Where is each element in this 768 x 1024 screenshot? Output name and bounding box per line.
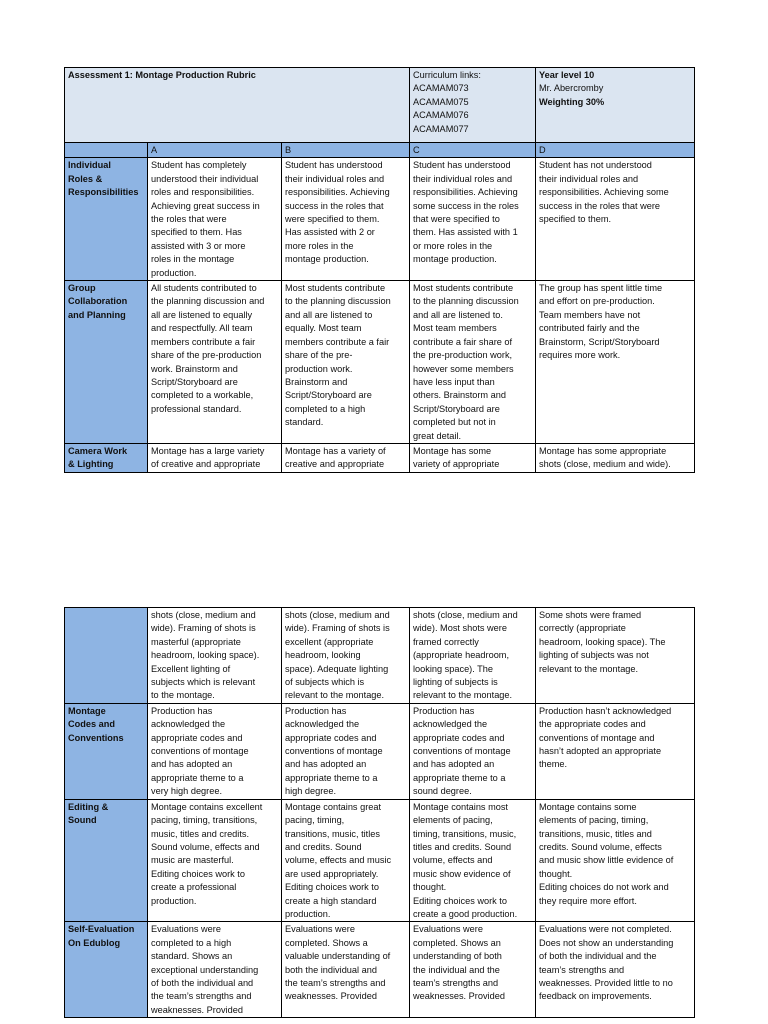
descriptor-line: members contribute a fair — [151, 336, 256, 347]
descriptor-line: appropriate theme to a — [151, 772, 244, 783]
descriptor-line: acknowledged the — [413, 719, 488, 730]
descriptor-line: understood their individual — [151, 173, 259, 184]
descriptor-line: professional standard. — [151, 403, 242, 414]
descriptor-line: standard. — [285, 417, 324, 428]
criterion-line: and Planning — [68, 309, 126, 320]
curriculum-links — [410, 68, 536, 143]
descriptor-line: the team’s strengths and — [151, 991, 252, 1002]
descriptor-line: to the planning discussion — [413, 296, 519, 307]
descriptor-line: responsibilities. Achieving — [285, 187, 390, 198]
descriptor-line: Evaluations were — [285, 924, 355, 935]
descriptor-line: headroom, looking — [285, 650, 361, 661]
descriptor-line: their individual roles and — [539, 173, 639, 184]
descriptor-line: elements of pacing, timing, — [539, 815, 649, 826]
descriptor-line: standard. Shows an — [151, 951, 233, 962]
descriptor-line: titles and credits. Sound — [413, 841, 512, 852]
descriptor-line: their individual roles and — [285, 173, 385, 184]
curriculum-code: ACAMAM073 — [413, 83, 469, 94]
descriptor-line: acknowledged the — [151, 719, 226, 730]
page2-rows — [65, 608, 695, 1018]
descriptor-line: the team’s strengths and — [285, 977, 386, 988]
descriptor-line: Montage has a variety of — [285, 445, 386, 456]
criterion-line: Collaboration — [68, 296, 128, 307]
descriptor-line: of creative and appropriate — [151, 459, 261, 470]
grade-a: A — [148, 143, 282, 158]
descriptor-line: Has assisted with 2 or — [285, 227, 375, 238]
descriptor-line: weaknesses. Provided — [413, 991, 505, 1002]
descriptor-line: the appropriate codes and — [539, 719, 646, 730]
descriptor-line: Script/Storyboard are — [285, 390, 372, 401]
descriptor-line: pacing, timing, — [285, 815, 345, 826]
descriptor-cell-b — [282, 703, 410, 799]
descriptor-line: exceptional understanding — [151, 964, 259, 975]
descriptor-line: Most team members — [413, 323, 497, 334]
rubric-row — [65, 443, 695, 472]
grade-d: D — [536, 143, 695, 158]
descriptor-line: understanding of both — [413, 951, 502, 962]
descriptor-line: shots (close, medium and wide). — [539, 459, 671, 470]
descriptor-line: high degree. — [285, 786, 337, 797]
descriptor-line: valuable understanding of — [285, 951, 391, 962]
descriptor-line: Brainstorm and — [285, 376, 348, 387]
descriptor-line: contribute a fair share of — [413, 336, 513, 347]
descriptor-line: them. Has assisted with 1 — [413, 227, 518, 238]
descriptor-line: framed correctly — [413, 636, 479, 647]
descriptor-line: and has adopted an — [285, 759, 367, 770]
descriptor-line: Montage has some — [413, 445, 492, 456]
descriptor-line: more roles in the — [285, 240, 354, 251]
descriptor-line: production. — [151, 895, 197, 906]
criterion-line: Editing & — [68, 801, 109, 812]
descriptor-line: Production has — [285, 705, 347, 716]
descriptor-line: all are listened to equally — [151, 309, 253, 320]
descriptor-line: Most students contribute — [413, 283, 514, 294]
descriptor-line: conventions of montage — [413, 746, 511, 757]
descriptor-line: relevant to the montage. — [413, 690, 513, 701]
descriptor-line: Evaluations were — [413, 924, 483, 935]
descriptor-line: Production hasn’t acknowledged — [539, 705, 672, 716]
descriptor-line: members contribute a fair — [285, 336, 390, 347]
rubric-title: Assessment 1: Montage Production Rubric — [65, 68, 410, 143]
descriptor-line: creative and appropriate — [285, 459, 385, 470]
descriptor-line: Most students contribute — [285, 283, 386, 294]
descriptor-line: weaknesses. Provided little to no — [539, 977, 673, 988]
descriptor-line: weaknesses. Provided — [285, 991, 377, 1002]
descriptor-line: subjects which is relevant — [151, 677, 256, 688]
rubric-row — [65, 158, 695, 281]
descriptor-line: success in the roles that — [285, 200, 384, 211]
descriptor-line: responsibilities. Achieving some — [539, 187, 669, 198]
descriptor-line: appropriate codes and — [285, 732, 377, 743]
curriculum-code: ACAMAM076 — [413, 110, 469, 121]
descriptor-line: Montage contains most — [413, 801, 508, 812]
descriptor-line: Team members have not — [539, 309, 641, 320]
descriptor-line: variety of appropriate — [413, 459, 500, 470]
descriptor-line: shots (close, medium and — [285, 610, 390, 620]
descriptor-line: Some shots were framed — [539, 610, 642, 620]
descriptor-line: of subjects which is — [285, 677, 365, 688]
descriptor-line: have less input than — [413, 376, 495, 387]
descriptor-cell-d — [536, 799, 695, 922]
grade-corner — [65, 143, 148, 158]
descriptor-line: are used appropriately. — [285, 868, 379, 879]
descriptor-line: credits. Sound volume, effects — [539, 841, 662, 852]
descriptor-line: headroom, looking space). The — [539, 636, 666, 647]
descriptor-cell-d — [536, 922, 695, 1018]
descriptor-line: completed. Shows an — [413, 937, 501, 948]
descriptor-line: completed to a workable, — [151, 390, 254, 401]
descriptor-line: they require more effort. — [539, 895, 637, 906]
descriptor-line: completed but not in — [413, 417, 496, 428]
descriptor-line: roles in the montage — [151, 254, 235, 265]
criterion-line: Camera Work — [68, 445, 128, 456]
descriptor-cell-a — [148, 158, 282, 281]
descriptor-line: Production has — [413, 705, 475, 716]
descriptor-line: their individual roles and — [413, 173, 513, 184]
descriptor-cell-a — [148, 608, 282, 704]
descriptor-line: Script/Storyboard are — [413, 403, 500, 414]
descriptor-line: The group has spent little time — [539, 283, 663, 294]
descriptor-line: great detail. — [413, 430, 462, 441]
descriptor-line: Student has completely — [151, 160, 247, 171]
descriptor-line: excellent (appropriate — [285, 636, 374, 647]
criterion-line: Individual — [68, 160, 111, 171]
descriptor-line: the roles that were — [151, 214, 227, 225]
descriptor-line: work. Brainstorm and — [151, 363, 238, 374]
descriptor-line: of both the individual and — [151, 977, 254, 988]
descriptor-line: Sound volume, effects and — [151, 841, 260, 852]
descriptor-line: equally. Most team — [285, 323, 362, 334]
descriptor-cell-a — [148, 922, 282, 1018]
descriptor-line: the pre-production work, — [413, 350, 513, 361]
descriptor-line: shots (close, medium and — [413, 610, 518, 620]
descriptor-line: completed to a high — [151, 937, 232, 948]
descriptor-line: conventions of montage and — [539, 732, 655, 743]
descriptor-line: music show evidence of — [413, 868, 511, 879]
descriptor-line: wide). Framing of shots is — [285, 623, 390, 634]
descriptor-line: Editing choices work to — [151, 868, 245, 879]
descriptor-line: (appropriate headroom, — [413, 650, 510, 661]
descriptor-cell-b — [282, 608, 410, 704]
descriptor-line: success in the roles that were — [539, 200, 661, 211]
descriptor-line: completed. Shows a — [285, 937, 368, 948]
descriptor-line: Student has not understood — [539, 160, 652, 171]
descriptor-line: the planning discussion and — [151, 296, 265, 307]
descriptor-cell-d — [536, 158, 695, 281]
descriptor-line: music, titles and credits. — [151, 828, 250, 839]
weighting: Weighting 30% — [539, 96, 605, 107]
descriptor-line: Does not show an understanding — [539, 937, 674, 948]
descriptor-line: acknowledged the — [285, 719, 360, 730]
descriptor-line: share of the pre-production — [151, 350, 262, 361]
descriptor-line: specified to them. — [539, 214, 612, 225]
descriptor-line: sound degree. — [413, 786, 472, 797]
descriptor-line: to the montage. — [151, 690, 215, 701]
descriptor-cell-c — [410, 922, 536, 1018]
grade-header-row — [65, 143, 695, 158]
descriptor-line: appropriate codes and — [413, 732, 505, 743]
descriptor-line: and has adopted an — [151, 759, 233, 770]
descriptor-line: appropriate codes and — [151, 732, 243, 743]
descriptor-line: that were specified to — [413, 214, 500, 225]
descriptor-line: requires more work. — [539, 350, 621, 361]
descriptor-line: Evaluations were — [151, 924, 221, 935]
criterion-line: Sound — [68, 815, 97, 826]
descriptor-line: Achieving great success in — [151, 200, 260, 211]
descriptor-cell-b — [282, 158, 410, 281]
descriptor-cell-d — [536, 281, 695, 444]
descriptor-line: appropriate theme to a — [285, 772, 378, 783]
criterion-cell — [65, 922, 148, 1018]
descriptor-line: of both the individual and the — [539, 951, 657, 962]
descriptor-line: All students contributed to — [151, 283, 257, 294]
curriculum-code: ACAMAM075 — [413, 96, 469, 107]
descriptor-cell-c — [410, 799, 536, 922]
descriptor-line: responsibilities. Achieving — [413, 187, 518, 198]
descriptor-line: pacing, timing, transitions, — [151, 815, 258, 826]
rubric-table-page-1 — [64, 67, 695, 473]
curriculum-label: Curriculum links: — [413, 70, 481, 80]
teacher-name: Mr. Abercromby — [539, 83, 604, 94]
descriptor-line: Editing choices do not work and — [539, 882, 669, 893]
descriptor-line: conventions of montage — [151, 746, 249, 757]
rubric-row — [65, 799, 695, 922]
descriptor-line: share of the pre- — [285, 350, 353, 361]
descriptor-cell-a — [148, 799, 282, 922]
descriptor-line: volume, effects and — [413, 855, 493, 866]
year-info — [536, 68, 695, 143]
descriptor-line: roles and responsibilities. — [151, 187, 255, 198]
descriptor-line: others. Brainstorm and — [413, 390, 506, 401]
descriptor-line: correctly (appropriate — [539, 623, 626, 634]
descriptor-line: production. — [151, 267, 197, 278]
descriptor-line: Student has understood — [285, 160, 383, 171]
descriptor-line: shots (close, medium and — [151, 610, 256, 620]
descriptor-line: very high degree. — [151, 786, 222, 797]
rubric-table-page-2 — [64, 607, 695, 1018]
descriptor-cell-d — [536, 608, 695, 704]
descriptor-line: lighting of subjects was not — [539, 650, 649, 661]
curriculum-code: ACAMAM077 — [413, 123, 469, 134]
descriptor-line: relevant to the montage. — [285, 690, 385, 701]
descriptor-line: both the individual and — [285, 964, 377, 975]
descriptor-line: Script/Storyboard are — [151, 376, 238, 387]
descriptor-line: lighting of subjects is — [413, 677, 498, 688]
descriptor-line: and all are listened to. — [413, 309, 503, 320]
descriptor-line: transitions, music, titles — [285, 828, 380, 839]
criterion-cell — [65, 443, 148, 472]
descriptor-line: some success in the roles — [413, 200, 519, 211]
descriptor-line: team’s strengths and — [413, 977, 499, 988]
descriptor-cell-b — [282, 922, 410, 1018]
criterion-cell — [65, 799, 148, 922]
descriptor-line: Student has understood — [413, 160, 511, 171]
descriptor-line: Editing choices work to — [413, 895, 507, 906]
descriptor-line: theme. — [539, 759, 568, 770]
descriptor-line: Montage has some appropriate — [539, 445, 667, 456]
descriptor-line: transitions, music, titles and — [539, 828, 652, 839]
page1-rows — [65, 158, 695, 472]
descriptor-line: Evaluations were not completed. — [539, 924, 672, 935]
descriptor-line: Montage contains some — [539, 801, 637, 812]
descriptor-line: create a professional — [151, 882, 237, 893]
descriptor-line: and respectfully. All team — [151, 323, 253, 334]
descriptor-line: headroom, looking space). — [151, 650, 260, 661]
year-level: Year level 10 — [539, 70, 595, 80]
criterion-line: Montage — [68, 705, 106, 716]
grade-c: C — [410, 143, 536, 158]
descriptor-line: Montage contains excellent — [151, 801, 263, 812]
criterion-cell — [65, 703, 148, 799]
descriptor-line: to the planning discussion — [285, 296, 391, 307]
criterion-line: Roles & — [68, 173, 103, 184]
descriptor-cell-c — [410, 158, 536, 281]
criterion-line: On Edublog — [68, 937, 121, 948]
descriptor-line: music are masterful. — [151, 855, 234, 866]
descriptor-line: specified to them. Has — [151, 227, 242, 238]
descriptor-line: however some members — [413, 363, 514, 374]
rubric-row — [65, 281, 695, 444]
descriptor-line: Montage contains great — [285, 801, 382, 812]
descriptor-line: assisted with 3 or more — [151, 240, 246, 251]
rubric-row — [65, 608, 695, 704]
descriptor-line: Editing choices work to — [285, 882, 379, 893]
descriptor-line: and has adopted an — [413, 759, 495, 770]
criterion-cell — [65, 281, 148, 444]
descriptor-line: Excellent lighting of — [151, 663, 231, 674]
grade-b: B — [282, 143, 410, 158]
descriptor-cell-d — [536, 443, 695, 472]
descriptor-line: production. — [285, 908, 331, 919]
descriptor-line: volume, effects and music — [285, 855, 392, 866]
descriptor-line: were specified to them. — [285, 214, 380, 225]
descriptor-line: and all are listened to — [285, 309, 373, 320]
descriptor-line: Brainstorm, Script/Storyboard — [539, 336, 660, 347]
descriptor-cell-d — [536, 703, 695, 799]
descriptor-line: Production has — [151, 705, 213, 716]
criterion-cell — [65, 158, 148, 281]
descriptor-line: conventions of montage — [285, 746, 383, 757]
criterion-line: Responsibilities — [68, 187, 139, 198]
descriptor-line: the individual and the — [413, 964, 500, 975]
descriptor-cell-b — [282, 799, 410, 922]
descriptor-line: and effort on pre-production. — [539, 296, 655, 307]
criterion-line: & Lighting — [68, 459, 114, 470]
descriptor-line: timing, transitions, music, — [413, 828, 517, 839]
descriptor-line: and music show little evidence of — [539, 855, 674, 866]
descriptor-line: weaknesses. Provided — [151, 1004, 243, 1015]
descriptor-line: montage production. — [285, 254, 369, 265]
descriptor-cell-b — [282, 443, 410, 472]
descriptor-line: team’s strengths and — [539, 964, 625, 975]
criterion-line: Codes and — [68, 719, 115, 730]
descriptor-line: create a good production. — [413, 908, 518, 919]
descriptor-cell-c — [410, 703, 536, 799]
descriptor-line: space). Adequate lighting — [285, 663, 389, 674]
descriptor-line: create a high standard — [285, 895, 377, 906]
descriptor-line: appropriate theme to a — [413, 772, 506, 783]
descriptor-line: elements of pacing, — [413, 815, 493, 826]
descriptor-line: masterful (appropriate — [151, 636, 241, 647]
descriptor-cell-c — [410, 443, 536, 472]
descriptor-line: Montage has a large variety — [151, 445, 265, 456]
descriptor-line: hasn’t adopted an appropriate — [539, 746, 662, 757]
criterion-line: Group — [68, 283, 96, 294]
descriptor-line: production work. — [285, 363, 353, 374]
descriptor-cell-a — [148, 703, 282, 799]
descriptor-line: thought. — [413, 882, 447, 893]
descriptor-cell-a — [148, 443, 282, 472]
descriptor-line: and credits. Sound — [285, 841, 362, 852]
criterion-line: Conventions — [68, 732, 124, 743]
descriptor-line: looking space). The — [413, 663, 494, 674]
criterion-cell — [65, 608, 148, 704]
descriptor-line: montage production. — [413, 254, 497, 265]
criterion-line: Self-Evaluation — [68, 924, 135, 935]
descriptor-cell-b — [282, 281, 410, 444]
rubric-row — [65, 703, 695, 799]
descriptor-line: or more roles in the — [413, 240, 493, 251]
descriptor-cell-a — [148, 281, 282, 444]
descriptor-line: wide). Framing of shots is — [151, 623, 256, 634]
descriptor-line: relevant to the montage. — [539, 663, 639, 674]
descriptor-line: thought. — [539, 868, 573, 879]
descriptor-cell-c — [410, 281, 536, 444]
descriptor-cell-c — [410, 608, 536, 704]
descriptor-line: wide). Most shots were — [413, 623, 507, 634]
descriptor-line: contributed fairly and the — [539, 323, 640, 334]
descriptor-line: completed to a high — [285, 403, 366, 414]
rubric-row — [65, 922, 695, 1018]
descriptor-line: feedback on improvements. — [539, 991, 652, 1002]
